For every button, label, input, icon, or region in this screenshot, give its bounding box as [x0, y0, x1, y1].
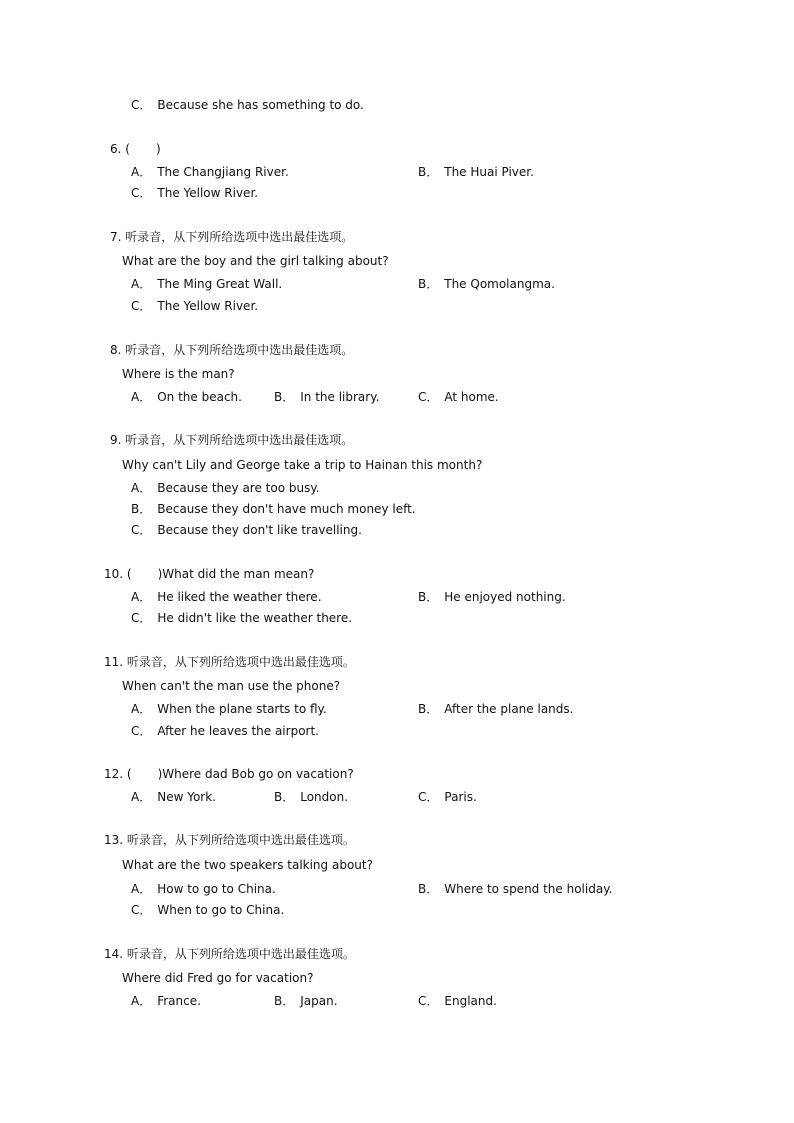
- q12-option-c: [418, 789, 477, 805]
- q9-option-a: [131, 480, 320, 496]
- q7-option-c: [131, 298, 258, 314]
- option-letter: B．: [418, 702, 439, 716]
- question-number: 13.: [104, 833, 124, 847]
- q13-header: [104, 832, 355, 848]
- option-text: The Qomolangma.: [444, 277, 555, 291]
- q13-prompt: What are the two speakers talking about?: [122, 858, 373, 872]
- option-letter: A．: [131, 481, 152, 495]
- question-number: 7.: [110, 230, 122, 244]
- option-letter: C．: [131, 299, 152, 313]
- option-text: Where to spend the holiday.: [444, 882, 613, 896]
- q14-option-a: [131, 993, 201, 1009]
- instruction: 听录音，从下列所给选项中选出最佳选项。: [126, 655, 355, 669]
- option-text: New York.: [157, 790, 216, 804]
- q8-option-c: [418, 389, 499, 405]
- blank-close: ): [155, 142, 161, 156]
- option-letter: A．: [131, 165, 152, 179]
- option-text: Because they don't have much money left.: [157, 502, 416, 516]
- instruction: 听录音，从下列所给选项中选出最佳选项。: [126, 947, 355, 961]
- option-text: He liked the weather there.: [157, 590, 322, 604]
- option-letter: C．: [131, 724, 152, 738]
- option-text: London.: [300, 790, 349, 804]
- q13-option-c: [131, 902, 284, 918]
- option-letter: B．: [418, 882, 439, 896]
- q11-header: [104, 654, 355, 670]
- option-letter: A．: [131, 882, 152, 896]
- question-prompt: )What did the man mean?: [157, 567, 315, 581]
- q6-option-b: [418, 164, 534, 180]
- question-number: 11.: [104, 655, 124, 669]
- question-number: 9.: [110, 433, 122, 447]
- option-letter: B．: [418, 165, 439, 179]
- option-text: Japan.: [300, 994, 338, 1008]
- option-text: After the plane lands.: [444, 702, 574, 716]
- question-number: 10. (: [104, 567, 132, 581]
- q9-prompt: Why can't Lily and George take a trip to Hainan this month?: [122, 458, 483, 472]
- q11-prompt: When can't the man use the phone?: [122, 679, 341, 693]
- instruction: 听录音，从下列所给选项中选出最佳选项。: [126, 833, 355, 847]
- option-text: He enjoyed nothing.: [444, 590, 566, 604]
- option-text: In the library.: [300, 390, 380, 404]
- option-text: When the plane starts to fly.: [157, 702, 327, 716]
- option-text: At home.: [444, 390, 499, 404]
- option-letter: A．: [131, 277, 152, 291]
- option-letter: A．: [131, 390, 152, 404]
- option-letter: C．: [418, 390, 439, 404]
- q12-header: [104, 766, 354, 782]
- q7-header: [110, 229, 353, 245]
- option-text: The Changjiang River.: [157, 165, 289, 179]
- q9-option-c: [131, 522, 362, 538]
- option-text: When to go to China.: [157, 903, 285, 917]
- option-text: How to go to China.: [157, 882, 276, 896]
- question-number: 6. (: [110, 142, 130, 156]
- q6-option-c: [131, 185, 258, 201]
- q14-option-c: [418, 993, 497, 1009]
- option-text: The Ming Great Wall.: [157, 277, 283, 291]
- q9-option-b: [131, 501, 416, 517]
- option-letter: C．: [418, 994, 439, 1008]
- option-letter: B．: [274, 790, 295, 804]
- option-text: Because they don't like travelling.: [157, 523, 362, 537]
- q12-option-a: [131, 789, 216, 805]
- option-text: England.: [444, 994, 497, 1008]
- option-text: After he leaves the airport.: [157, 724, 319, 738]
- q7-prompt: What are the boy and the girl talking about?: [122, 254, 389, 268]
- instruction: 听录音，从下列所给选项中选出最佳选项。: [125, 230, 354, 244]
- option-letter: A．: [131, 702, 152, 716]
- q14-option-b: [274, 993, 338, 1009]
- q6-option-a: [131, 164, 289, 180]
- option-text: He didn't like the weather there.: [157, 611, 353, 625]
- q13-option-a: [131, 881, 276, 897]
- q8-prompt: Where is the man?: [122, 367, 235, 381]
- option-text: Paris.: [444, 790, 477, 804]
- option-letter: C．: [131, 98, 152, 112]
- q14-prompt: Where did Fred go for vacation?: [122, 971, 314, 985]
- q8-option-a: [131, 389, 242, 405]
- option-text: The Yellow River.: [157, 186, 259, 200]
- q13-option-b: [418, 881, 612, 897]
- q9-header: [110, 432, 353, 448]
- option-text: Because she has something to do.: [157, 98, 364, 112]
- q10-option-c: [131, 610, 352, 626]
- q14-header: [104, 946, 355, 962]
- option-letter: A．: [131, 994, 152, 1008]
- option-letter: B．: [131, 502, 152, 516]
- option-letter: C．: [418, 790, 439, 804]
- q11-option-b: [418, 701, 573, 717]
- question-prompt: )Where dad Bob go on vacation?: [157, 767, 354, 781]
- option-letter: B．: [274, 994, 295, 1008]
- option-letter: A．: [131, 790, 152, 804]
- q7-option-b: [418, 276, 555, 292]
- q11-option-a: [131, 701, 327, 717]
- option-text: The Huai Piver.: [444, 165, 534, 179]
- option-letter: B．: [418, 277, 439, 291]
- question-number: 14.: [104, 947, 124, 961]
- option-letter: C．: [131, 611, 152, 625]
- q8-option-b: [274, 389, 379, 405]
- option-text: Because they are too busy.: [157, 481, 320, 495]
- option-letter: A．: [131, 590, 152, 604]
- q12-option-b: [274, 789, 348, 805]
- q11-option-c: [131, 723, 319, 739]
- option-letter: C．: [131, 903, 152, 917]
- option-text: On the beach.: [157, 390, 242, 404]
- q10-option-a: [131, 589, 322, 605]
- option-letter: C．: [131, 186, 152, 200]
- q10-option-b: [418, 589, 566, 605]
- option-letter: B．: [418, 590, 439, 604]
- question-number: 8.: [110, 343, 122, 357]
- option-letter: C．: [131, 523, 152, 537]
- q8-header: [110, 342, 353, 358]
- option-text: The Yellow River.: [157, 299, 259, 313]
- instruction: 听录音，从下列所给选项中选出最佳选项。: [125, 433, 354, 447]
- q7-option-a: [131, 276, 282, 292]
- question-number: 12. (: [104, 767, 132, 781]
- option-letter: B．: [274, 390, 295, 404]
- q5-option-c: [131, 97, 364, 113]
- q6-header: [110, 141, 161, 157]
- instruction: 听录音，从下列所给选项中选出最佳选项。: [125, 343, 354, 357]
- option-text: France.: [157, 994, 201, 1008]
- q10-header: [104, 566, 314, 582]
